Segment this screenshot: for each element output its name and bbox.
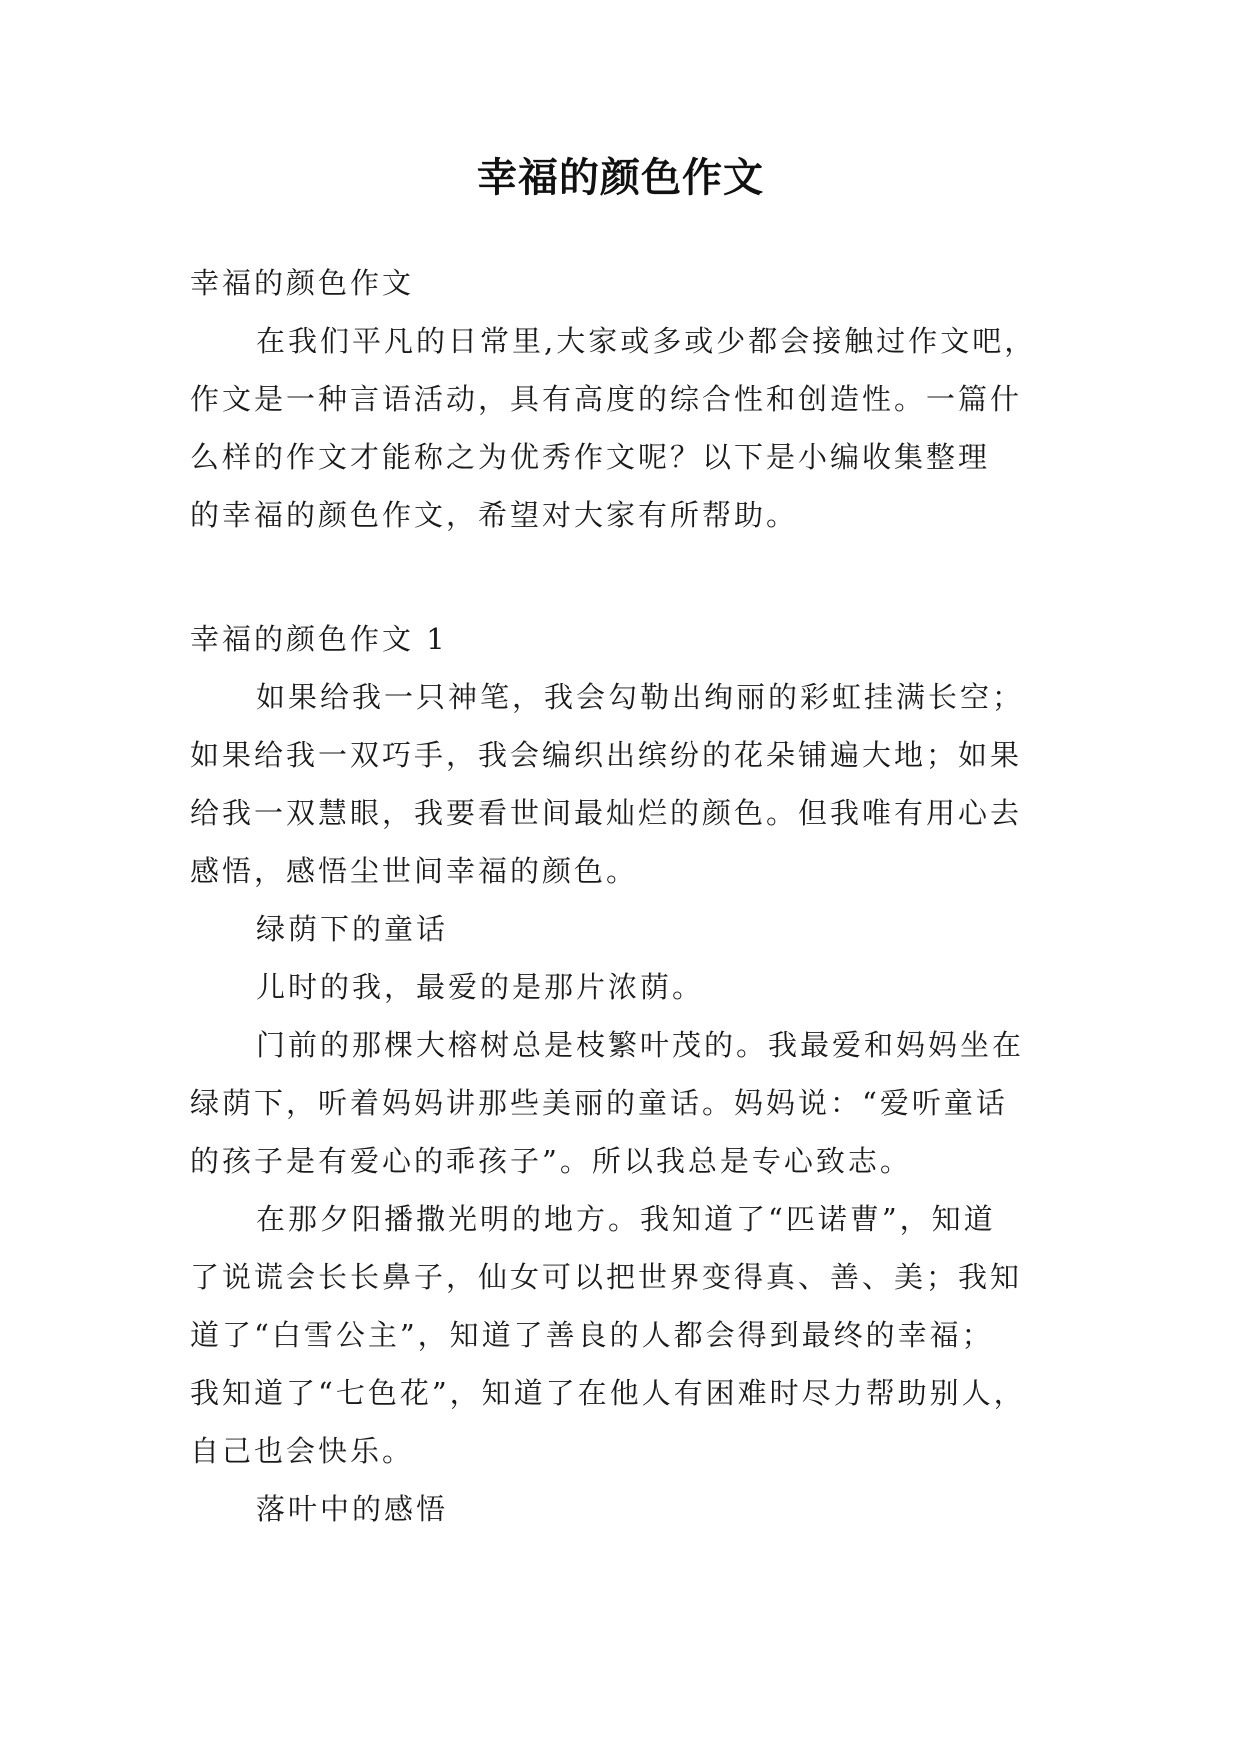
paragraph-line: 如果给我一双巧手，我会编织出缤纷的花朵铺遍大地；如果 [190, 738, 1023, 772]
paragraph-line: 自己也会快乐。 [190, 1434, 415, 1468]
section-1 [190, 610, 1060, 1538]
paragraph-line: 道了“白雪公主”，知道了善良的人都会得到最终的幸福； [190, 1318, 994, 1352]
section-heading: 幸福的颜色作文 1 [190, 622, 448, 656]
paragraph-line: 的孩子是有爱心的乖孩子”。所以我总是专心致志。 [190, 1144, 912, 1178]
paragraph-line: 我知道了“七色花”，知道了在他人有困难时尽力帮助别人， [190, 1376, 1026, 1410]
paragraph-line: 绿荫下，听着妈妈讲那些美丽的童话。妈妈说：“爱听童话 [190, 1086, 1008, 1120]
subheading: 落叶中的感悟 [256, 1492, 449, 1526]
intro-line: 在我们平凡的日常里,大家或多或少都会接触过作文吧， [256, 324, 1037, 358]
paragraph-line: 感悟，感悟尘世间幸福的颜色。 [190, 854, 639, 888]
intro-line: 的幸福的颜色作文，希望对大家有所帮助。 [190, 498, 799, 532]
paragraph-line: 了说谎会长长鼻子，仙女可以把世界变得真、善、美；我知 [190, 1260, 1023, 1294]
paragraph-line: 如果给我一只神笔，我会勾勒出绚丽的彩虹挂满长空； [256, 680, 1025, 714]
intro-line: 作文是一种言语活动，具有高度的综合性和创造性。一篇什 [190, 382, 1023, 416]
paragraph-line: 给我一双慧眼，我要看世间最灿烂的颜色。但我唯有用心去 [190, 796, 1023, 830]
intro-section [190, 254, 1060, 544]
document-title: 幸福的颜色作文 [477, 155, 764, 201]
paragraph-line: 在那夕阳播撒光明的地方。我知道了“匹诺曹”，知道 [256, 1202, 996, 1236]
subheading: 绿荫下的童话 [256, 912, 449, 946]
intro-line: 么样的作文才能称之为优秀作文呢？以下是小编收集整理 [190, 440, 991, 474]
paragraph-line: 儿时的我，最爱的是那片浓荫。 [256, 970, 705, 1004]
paragraph-line: 门前的那棵大榕树总是枝繁叶茂的。我最爱和妈妈坐在 [256, 1028, 1025, 1062]
intro-heading: 幸福的颜色作文 [190, 266, 415, 300]
